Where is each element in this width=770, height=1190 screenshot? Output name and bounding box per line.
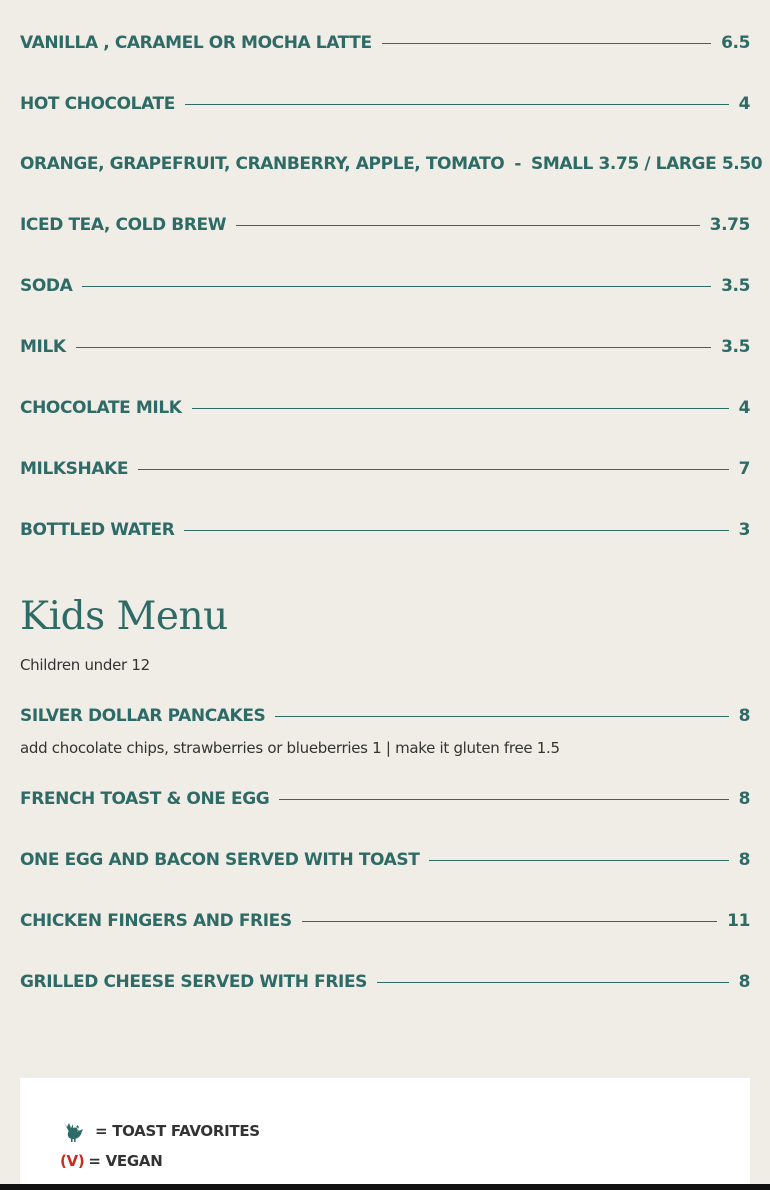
leader-line	[138, 469, 729, 470]
legend-favorites	[60, 1119, 260, 1143]
item-price: 3.5	[721, 337, 750, 357]
item-price: 11	[727, 911, 750, 931]
leader-line	[184, 530, 728, 531]
item-price: 6.5	[721, 33, 750, 53]
menu-item-latte	[20, 31, 750, 55]
item-price: 4	[738, 94, 750, 114]
item-name: ONE EGG AND BACON SERVED WITH TOAST	[20, 850, 420, 870]
item-separator: -	[514, 154, 521, 174]
item-price: 8	[738, 706, 750, 726]
leader-line	[185, 104, 729, 105]
legend-vegan	[60, 1152, 162, 1170]
menu-item-milk	[20, 335, 750, 359]
menu-item-french-toast	[20, 787, 750, 811]
item-price: SMALL 3.75 / LARGE 5.50	[530, 154, 763, 174]
menu-item-iced-tea	[20, 213, 750, 237]
menu-item-egg-bacon	[20, 848, 750, 872]
menu-item-chicken-fingers	[20, 909, 750, 933]
leader-line	[76, 347, 711, 348]
vegan-label: = VEGAN	[88, 1152, 163, 1170]
menu-item-milkshake	[20, 457, 750, 481]
item-name: HOT CHOCOLATE	[20, 94, 175, 114]
item-price: 7	[738, 459, 750, 479]
item-name: MILKSHAKE	[20, 459, 129, 479]
menu-item-soda	[20, 274, 750, 298]
leader-line	[302, 921, 717, 922]
item-name: ICED TEA, COLD BREW	[20, 215, 227, 235]
item-name: MILK	[20, 337, 66, 357]
menu-item-grilled-cheese	[20, 970, 750, 994]
favorites-label: = TOAST FAVORITES	[95, 1122, 260, 1140]
item-name: ORANGE, GRAPEFRUIT, CRANBERRY, APPLE, TOMATO	[20, 154, 505, 174]
item-price: 8	[738, 972, 750, 992]
menu-item-chocolate-milk	[20, 396, 750, 420]
leader-line	[382, 43, 711, 44]
item-name: SODA	[20, 276, 73, 296]
item-price: 3.5	[721, 276, 750, 296]
item-price: 4	[738, 398, 750, 418]
leader-line	[377, 982, 729, 983]
legend-panel	[20, 1078, 750, 1190]
menu-item-pancakes	[20, 704, 750, 728]
item-price: 3.75	[709, 215, 750, 235]
leader-line	[429, 860, 728, 861]
leader-line	[275, 716, 728, 717]
section-subtitle: Children under 12	[20, 656, 150, 674]
item-name: CHOCOLATE MILK	[20, 398, 182, 418]
menu-item-hot-chocolate	[20, 92, 750, 116]
leader-line	[82, 286, 711, 287]
rooster-icon	[60, 1119, 86, 1143]
item-name: VANILLA , CARAMEL OR MOCHA LATTE	[20, 33, 372, 53]
leader-line	[236, 225, 700, 226]
item-description: add chocolate chips, strawberries or blueberries 1 | make it gluten free 1.5	[20, 739, 560, 757]
section-title: Kids Menu	[20, 594, 228, 639]
leader-line	[192, 408, 729, 409]
item-name: FRENCH TOAST & ONE EGG	[20, 789, 270, 809]
item-name: CHICKEN FINGERS AND FRIES	[20, 911, 292, 931]
leader-line	[279, 799, 728, 800]
item-price: 8	[738, 850, 750, 870]
vegan-mark: (V)	[60, 1152, 85, 1170]
item-name: GRILLED CHEESE SERVED WITH FRIES	[20, 972, 368, 992]
bottom-bar	[0, 1184, 770, 1190]
item-name: BOTTLED WATER	[20, 520, 175, 540]
menu-item-bottled-water	[20, 518, 750, 542]
menu-item-juices	[20, 152, 763, 176]
item-price: 3	[738, 520, 750, 540]
item-price: 8	[738, 789, 750, 809]
item-name: SILVER DOLLAR PANCAKES	[20, 706, 266, 726]
